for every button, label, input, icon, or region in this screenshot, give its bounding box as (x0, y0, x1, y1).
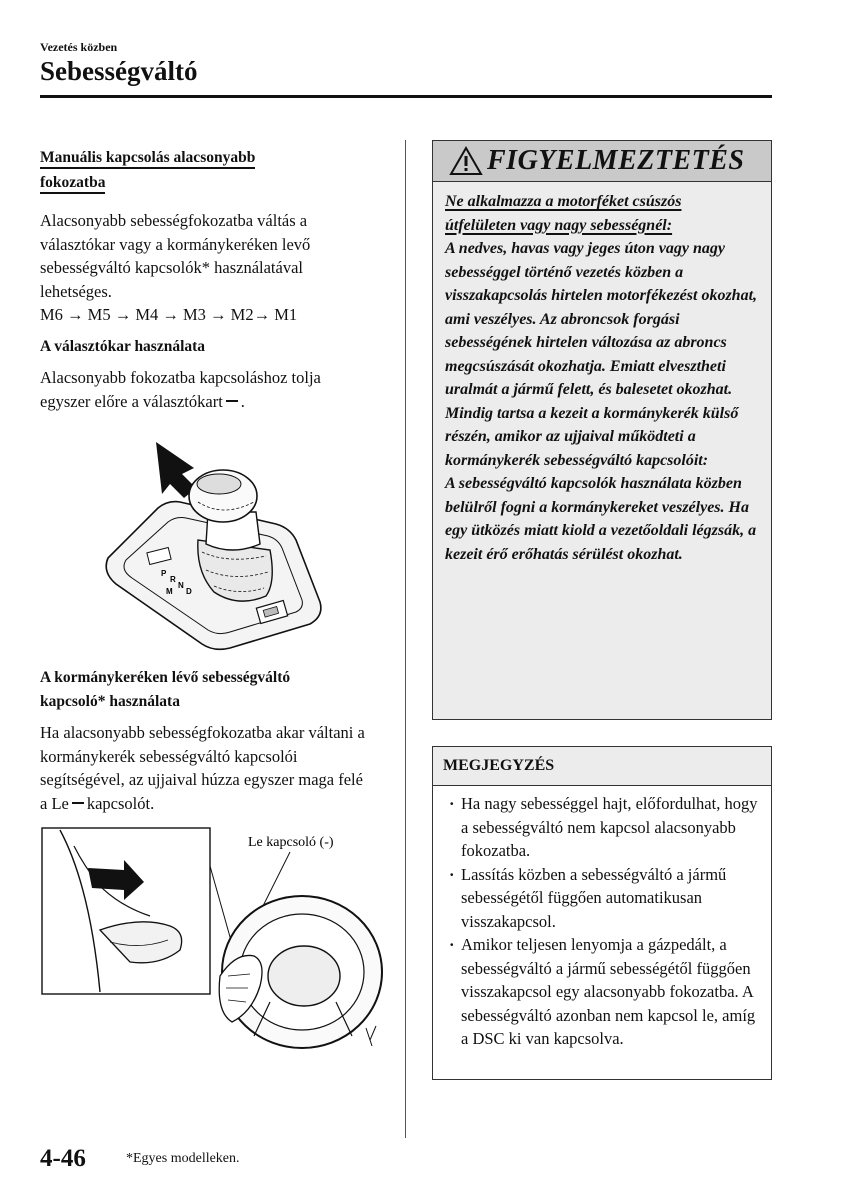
paddle-section (40, 666, 370, 815)
note-box (432, 746, 772, 1080)
footnote: *Egyes modelleken. (126, 1151, 240, 1166)
left-column (40, 145, 370, 413)
warning-paragraph: Mindig tartsa a kezeit a kormánykerék külső részén, amikor az ujjaival működteti a kormánykerék sebességváltó kapcsolóit: (445, 404, 739, 469)
note-item: · Lassítás közben a sebességváltó a jármű sebességétől függően automatikusan visszakapcsol. (449, 863, 763, 934)
warning-lead-line2: útfelületen vagy nagy sebességnél: (445, 216, 673, 234)
warning-body (433, 182, 771, 566)
gear-sequence: M6 → M5 → M4 → M3 → M2→ M1 (40, 305, 298, 324)
warning-title: FIGYELMEZTETÉS (487, 145, 745, 176)
section-heading-line2: fokozatba (40, 174, 105, 194)
callout-label: Le kapcsoló (-) (248, 835, 334, 850)
lever-instruction (40, 366, 370, 413)
paddle-text: Ha alacsonyabb sebességfokozatba akar váltani a kormánykerék sebességváltó kapcsolói segítségével, az ujjaival húzza egyszer maga felé a Le (40, 723, 365, 813)
section-heading (40, 145, 370, 195)
minus-symbol (72, 802, 84, 804)
warning-paragraph: A nedves, havas vagy jeges úton vagy nagy sebességgel történő vezetés közben a visszakapcsolás hirtelen motorfékezést okozhat, ami veszélyes. Az abroncsok forgási sebességének hirtelen változása az abroncs megcsúszását okozhatja. Emiatt elvesztheti uralmát a jármű felett, és balesetet okozhat. (445, 240, 758, 398)
note-list (433, 786, 771, 1051)
warning-lead-line1: Ne alkalmazza a motorféket csúszós (445, 193, 682, 210)
paddle-svg (40, 826, 385, 1066)
warning-header (433, 141, 771, 182)
minus-symbol (226, 400, 238, 402)
lever-heading: A választókar használata (40, 337, 206, 355)
inset-connector (210, 866, 232, 944)
paddle-text-end: kapcsolót. (86, 793, 155, 813)
warning-paragraph: A sebességváltó kapcsolók használata közben belülről fogni a kormánykereket veszélyes. Ha egy ütközés miatt kiold a vezetőoldali légzsák, a kezeit érő erőhatás sérülést okozhat. (445, 475, 757, 563)
paddle-instruction (40, 721, 370, 815)
gate-label: P (161, 569, 167, 578)
gate-label: M (166, 587, 173, 596)
breadcrumb: Vezetés közben (40, 40, 118, 54)
steering-hub (268, 946, 340, 1006)
gate-label: R (170, 575, 176, 584)
section-heading-line1: Manuális kapcsolás alacsonyabb (40, 149, 255, 169)
intro-text: Alacsonyabb sebességfokozatba váltás a választókar vagy a kormánykeréken levő sebességváltó kapcsolók* használatával lehetséges. (40, 211, 311, 301)
paddle-heading-line1: A kormánykeréken lévő sebességváltó (40, 669, 291, 686)
gate-label: D (186, 587, 192, 596)
lever-text-end: . (240, 391, 245, 411)
warning-lead (445, 190, 757, 237)
paddle-heading-line2: kapcsoló* használata (40, 692, 180, 710)
paddle-heading (40, 666, 370, 713)
column-divider (405, 140, 406, 1138)
inset-frame (42, 828, 210, 994)
note-item: · Ha nagy sebességgel hajt, előfordulhat, hogy a sebességváltó nem kapcsol alacsonyabb fokozatba. (449, 792, 763, 863)
note-item: · Amikor teljesen lenyomja a gázpedált, a sebességváltó a jármű sebességétől függően visszakapcsol egy alacsonyabb fokozatba. A sebességváltó azonban nem kapcsol le, amíg a DSC ki van kapcsolva. (449, 933, 763, 1051)
gate-label: N (178, 581, 184, 590)
note-header: MEGJEGYZÉS (433, 747, 771, 786)
warning-box (432, 140, 772, 720)
shift-lever-illustration (98, 432, 330, 654)
warning-triangle-icon (449, 146, 483, 176)
page-number: 4-46 (40, 1145, 86, 1172)
shift-lever-svg (98, 432, 330, 654)
lever-text: Alacsonyabb fokozatba kapcsoláshoz tolja egyszer előre a választókart (40, 368, 321, 411)
knob-top (197, 474, 241, 494)
title-rule (40, 95, 772, 98)
page-title: Sebességváltó (40, 56, 198, 86)
paddle-shifter-illustration (40, 826, 385, 1066)
